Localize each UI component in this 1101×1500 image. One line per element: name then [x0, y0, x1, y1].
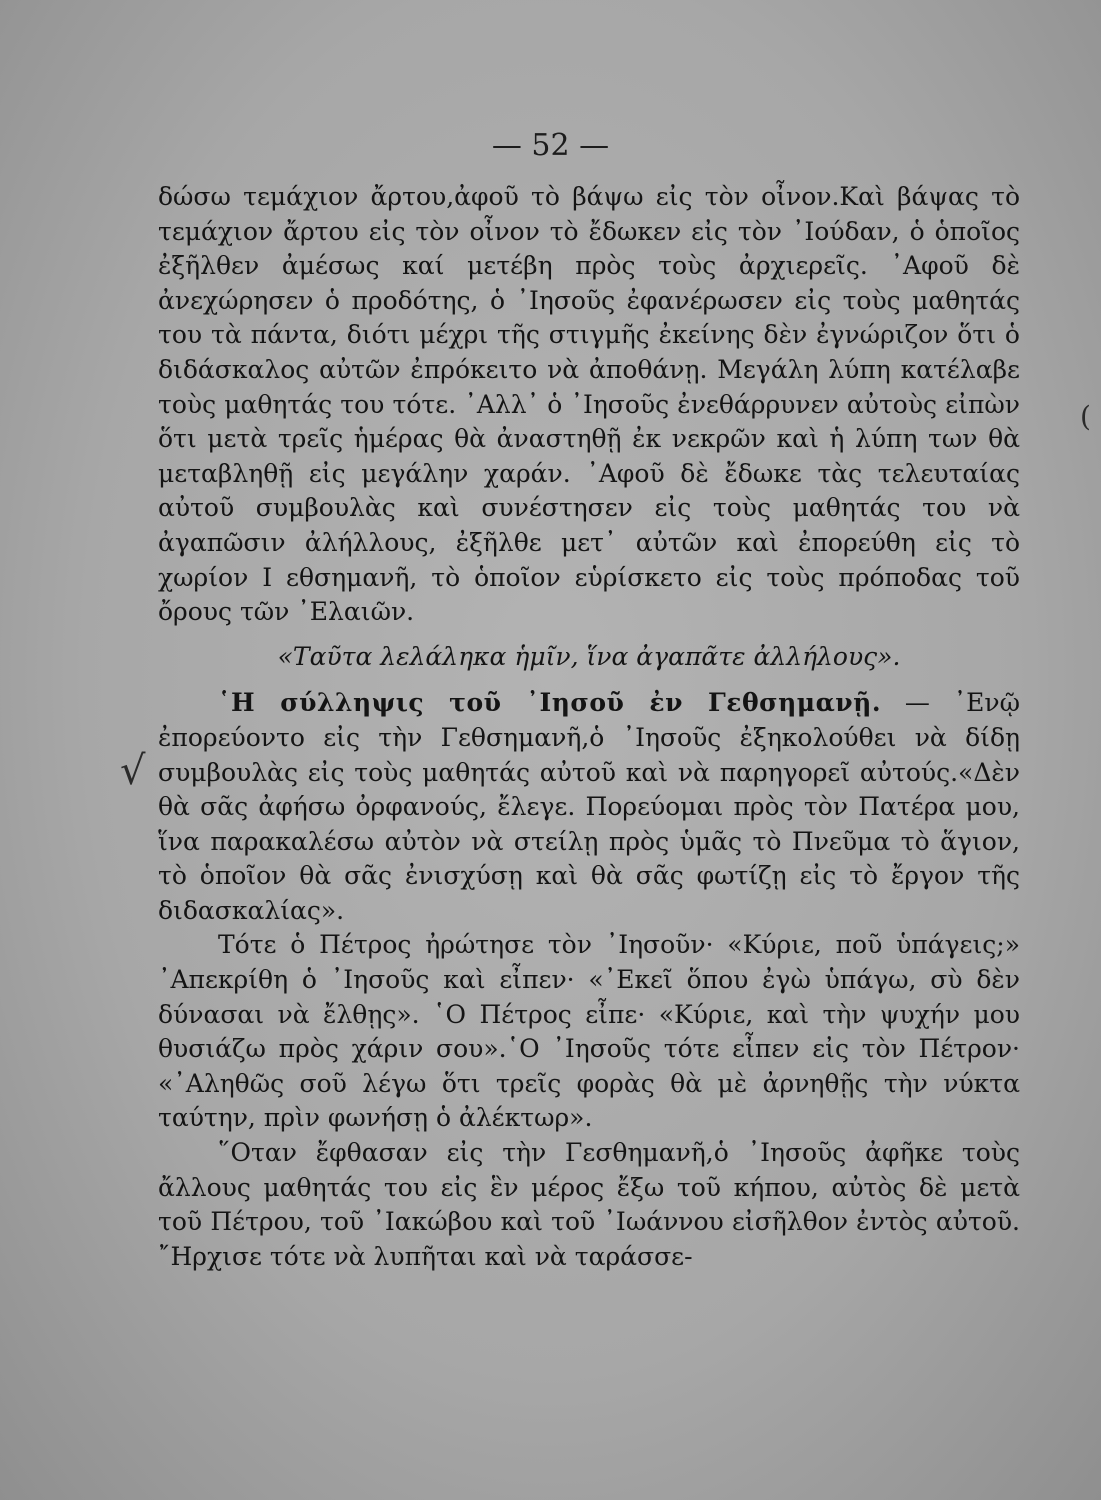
page-body: [158, 180, 1020, 1274]
section-heading: ῾Η σύλληψις τοῦ ᾿Ιησοῦ ἐν Γεθσημανῇ.: [218, 688, 882, 718]
section-paragraph-text: — ᾿Ενῷ ἐπορεύοντο εἰς τὴν Γεθσημανῆ,ὁ ᾿Ιησοῦς ἐξηκολούθει νὰ δίδῃ συμβουλὰς εἰς τοὺς μαθητάς αὐτοῦ καὶ νὰ παρηγορεῖ αὐτούς.«Δὲν θὰ σᾶς ἀφήσω ὀρφανούς, ἔλεγε. Πορεύομαι πρὸς τὸν Πατέρα μου, ἵνα παρακαλέσω αὐτὸν νὰ στείλῃ πρὸς ὑμᾶς τὸ Πνεῦμα τὸ ἅγιον, τὸ ὁποῖον θὰ σᾶς ἐνισχύσῃ καὶ θὰ σᾶς φωτίζῃ εἰς τὸ ἔργον τῆς διδασκαλίας».: [158, 688, 1020, 925]
margin-tick-mark: √: [120, 748, 146, 794]
paragraph: ῞Οταν ἔφθασαν εἰς τὴν Γεσθημανῆ,ὁ ᾿Ιησοῦς ἀφῆκε τοὺς ἄλλους μαθητάς του εἰς ἓν μέρος ἔξω τοῦ κήπου, αὐτὸς δὲ μετὰ τοῦ Πέτρου, τοῦ ᾿Ιακώβου καὶ τοῦ ᾿Ιωάννου εἰσῆλθον ἐντὸς αὐτοῦ. ῎Ηρχισε τότε νὰ λυπῆται καὶ νὰ ταράσσε-: [158, 1138, 1020, 1271]
scripture-quote: «Ταῦτα λελάληκα ἡμῖν, ἵνα ἀγαπᾶτε ἀλλήλους».: [277, 641, 901, 671]
paragraph: δώσω τεμάχιον ἄρτου,ἀφοῦ τὸ βάψω εἰς τὸν οἶνον.Καὶ βάψας τὸ τεμάχιον ἄρτου εἰς τὸν οἶνον τὸ ἔδωκεν εἰς τὸν ᾿Ιούδαν, ὁ ὁποῖος ἐξῆλθεν ἀμέσως καί μετέβη πρὸς τοὺς ἀρχιερεῖς. ᾿Αφοῦ δὲ ἀνεχώρησεν ὁ προδότης, ὁ ᾿Ιησοῦς ἐφανέρωσεν εἰς τοὺς μαθητάς του τὰ πάντα, διότι μέχρι τῆς στιγμῆς ἐκείνης δὲν ἐγνώριζον ὅτι ὁ διδάσκαλος αὐτῶν ἐπρόκειτο νὰ ἀποθάνῃ. Μεγάλη λύπη κατέλαβε τοὺς μαθητάς του τότε. ᾿Αλλ᾿ ὁ ᾿Ιησοῦς ἐνεθάρρυνεν αὐτοὺς εἰπὼν ὅτι μετὰ τρεῖς ἡμέρας θὰ ἀναστηθῇ ἐκ νεκρῶν καὶ ἡ λύπη των θὰ μεταβληθῇ εἰς μεγάλην χαράν. ᾿Αφοῦ δὲ ἔδωκε τὰς τελευταίας αὐτοῦ συμβουλὰς καὶ συνέστησεν εἰς τοὺς μαθητάς του νὰ ἀγαπῶσιν ἀλήλλους, ἐξῆλθε μετ᾿ αὐτῶν καὶ ἐπορεύθη εἰς τὸ χωρίον Ι εθσημανῆ, τὸ ὁποῖον εὑρίσκετο εἰς τοὺς πρόποδας τοῦ ὄρους τῶν ᾿Ελαιῶν.: [158, 182, 1020, 627]
margin-bracket-mark: (: [1080, 400, 1091, 433]
paragraph: Τότε ὁ Πέτρος ἠρώτησε τὸν ᾿Ιησοῦν· «Κύριε, ποῦ ὑπάγεις;» ᾿Απεκρίθη ὁ ᾿Ιησοῦς καὶ εἶπεν· «᾿Εκεῖ ὅπου ἐγὼ ὑπάγω, σὺ δὲν δύνασαι νὰ ἔλθῃς». ῾Ο Πέτρος εἶπε· «Κύριε, καὶ τὴν ψυχήν μου θυσιάζω πρὸς χάριν σου».῾Ο ᾿Ιησοῦς τότε εἶπεν εἰς τὸν Πέτρον· «᾿Αληθῶς σοῦ λέγω ὅτι τρεῖς φορὰς θὰ μὲ ἀρνηθῇς τὴν νύκτα ταύτην, πρὶν φωνήσῃ ὁ ἀλέκτωρ».: [158, 930, 1020, 1133]
section-first-paragraph: [158, 686, 1020, 928]
page-number: — 52 —: [491, 128, 610, 163]
